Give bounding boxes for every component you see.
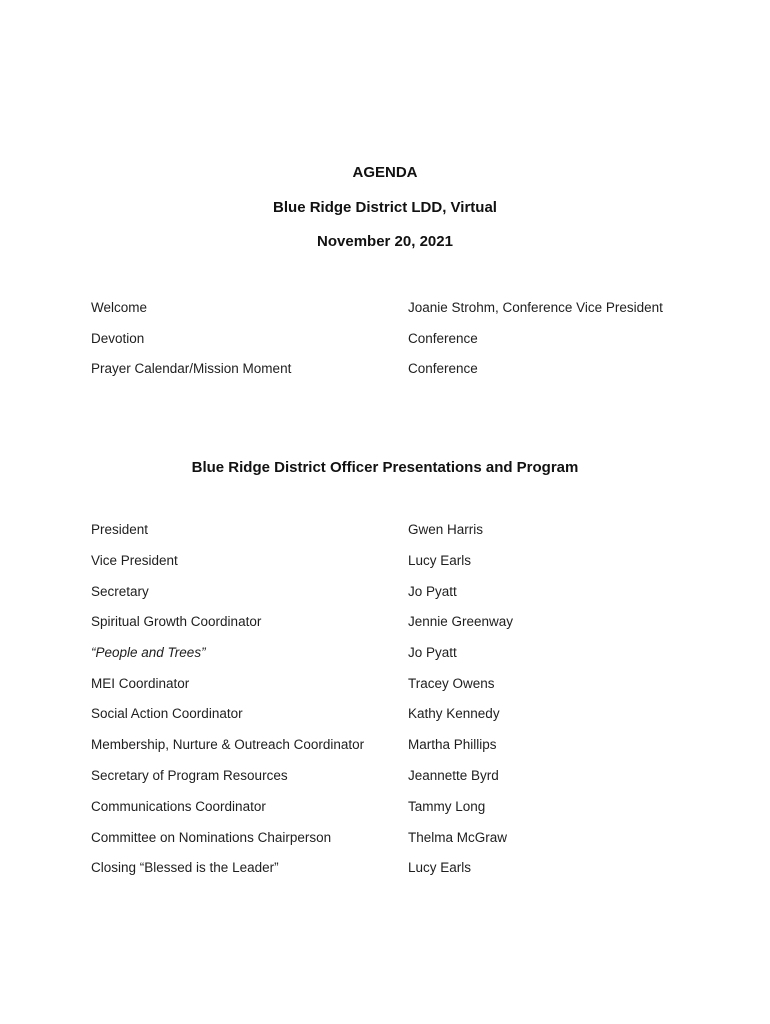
agenda-row-welcome	[0, 298, 770, 318]
officer-name: Tracey Owens	[408, 676, 495, 691]
agenda-date: November 20, 2021	[317, 233, 453, 250]
officer-name: Martha Phillips	[408, 737, 497, 752]
officer-name: Jo Pyatt	[408, 584, 457, 599]
agenda-row-prayer-calendar	[0, 359, 770, 379]
agenda-item-presenter: Conference	[408, 361, 478, 376]
officer-role: MEI Coordinator	[91, 676, 190, 691]
officer-name: Thelma McGraw	[408, 830, 508, 845]
officer-role: Communications Coordinator	[91, 799, 266, 814]
officer-name: Lucy Earls	[408, 860, 472, 875]
officer-row	[0, 797, 770, 817]
closing-item: Closing “Blessed is the Leader”	[91, 860, 279, 875]
officer-row	[0, 704, 770, 724]
agenda-item-label: Devotion	[91, 331, 145, 346]
officer-row	[0, 766, 770, 786]
agenda-item-presenter: Conference	[408, 331, 478, 346]
program-title: “People and Trees”	[91, 645, 206, 660]
officer-name: Lucy Earls	[408, 553, 472, 568]
officer-role: Vice President	[91, 553, 178, 568]
officer-role: Spiritual Growth Coordinator	[91, 614, 262, 629]
officer-role: Membership, Nurture & Outreach Coordinator	[91, 737, 365, 752]
officer-name: Tammy Long	[408, 799, 486, 814]
officer-row	[0, 582, 770, 602]
agenda-item-presenter: Joanie Strohm, Conference Vice President	[408, 300, 663, 315]
officer-row	[0, 551, 770, 571]
section-heading: Blue Ridge District Officer Presentations and Program	[191, 459, 579, 476]
officer-name: Gwen Harris	[408, 522, 484, 537]
officer-role: Secretary of Program Resources	[91, 768, 288, 783]
agenda-title: AGENDA	[352, 164, 418, 181]
officer-row	[0, 674, 770, 694]
officer-role: Committee on Nominations Chairperson	[91, 830, 332, 845]
officer-role: Social Action Coordinator	[91, 706, 243, 721]
officer-role: Secretary	[91, 584, 149, 599]
officer-row	[0, 643, 770, 663]
officer-name: Jennie Greenway	[408, 614, 514, 629]
officer-name: Jo Pyatt	[408, 645, 457, 660]
officer-row	[0, 735, 770, 755]
officer-role: President	[91, 522, 149, 537]
officer-name: Jeannette Byrd	[408, 768, 499, 783]
agenda-item-label: Welcome	[91, 300, 148, 315]
officer-name: Kathy Kennedy	[408, 706, 500, 721]
officer-row	[0, 520, 770, 540]
officer-row	[0, 612, 770, 632]
agenda-row-devotion	[0, 329, 770, 349]
officer-row	[0, 828, 770, 848]
agenda-item-label: Prayer Calendar/Mission Moment	[91, 361, 292, 376]
officer-row	[0, 858, 770, 878]
agenda-subtitle: Blue Ridge District LDD, Virtual	[273, 199, 497, 216]
